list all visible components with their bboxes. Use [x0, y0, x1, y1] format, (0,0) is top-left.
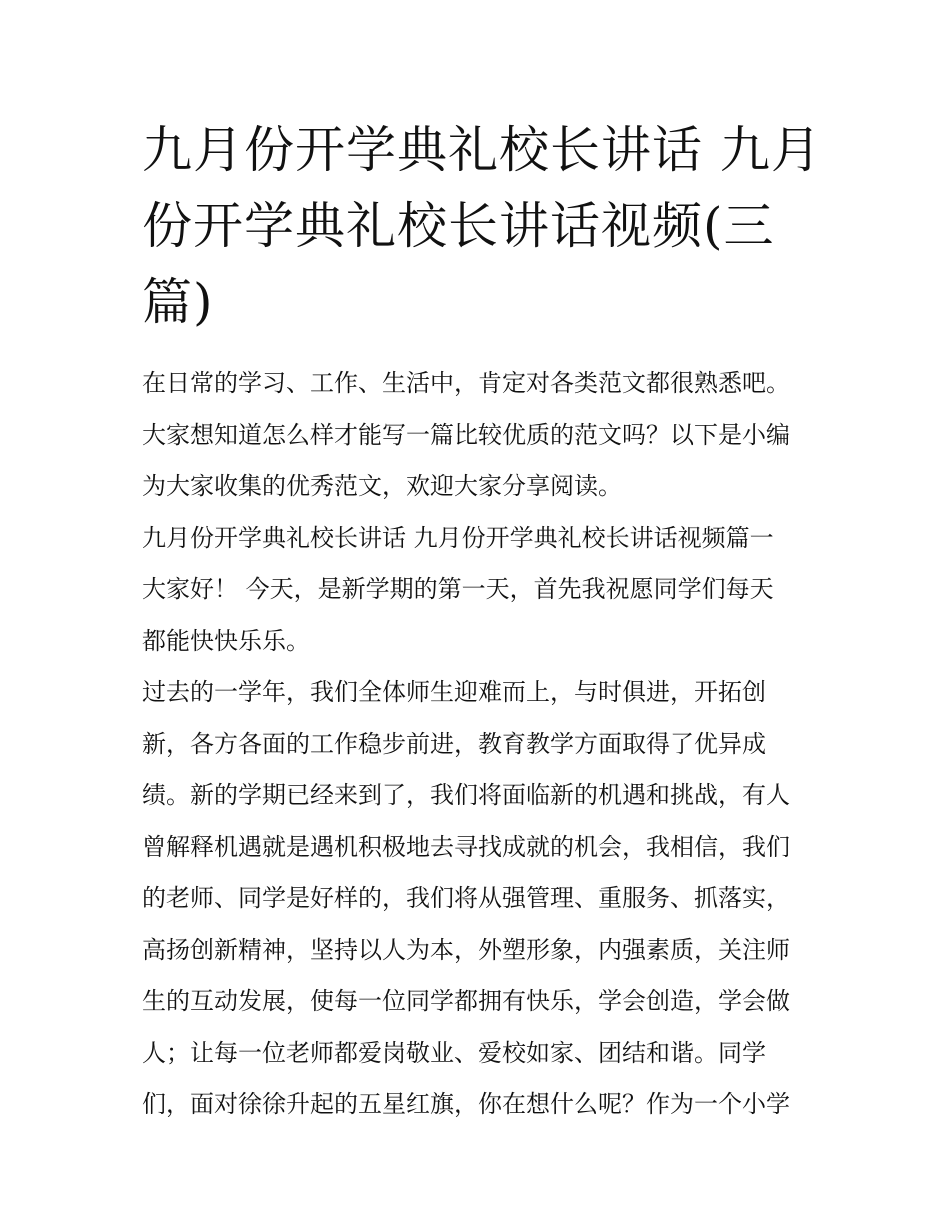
- text-line: 新，各方各面的工作稳步前进，教育教学方面取得了优异成: [142, 729, 766, 758]
- body-paragraph: [142, 667, 814, 1131]
- document-body: [142, 358, 814, 1131]
- title-line: 篇): [142, 273, 214, 331]
- text-line: 九月份开学典礼校长讲话 九月份开学典礼校长讲话视频篇一: [142, 523, 774, 552]
- text-line: 的老师、同学是好样的，我们将从强管理、重服务、抓落实，: [142, 884, 790, 912]
- text-line: 生的互动发展，使每一位同学都拥有快乐，学会创造，学会做: [142, 987, 790, 1015]
- text-line: 们，面对徐徐升起的五星红旗，你在想什么呢？作为一个小学: [142, 1090, 790, 1118]
- title-line: 九月份开学典礼校长讲话 九月: [142, 121, 822, 179]
- text-line: 为大家收集的优秀范文，欢迎大家分享阅读。: [142, 472, 622, 500]
- document-title: [142, 112, 822, 340]
- text-line: 大家好！ 今天，是新学期的第一天，首先我祝愿同学们每天: [142, 575, 774, 603]
- text-line: 在日常的学习、工作、生活中，肯定对各类范文都很熟悉吧。: [142, 369, 790, 397]
- text-line: 高扬创新精神，坚持以人为本，外塑形象，内强素质，关注师: [142, 935, 790, 964]
- intro-paragraph: [142, 358, 814, 513]
- text-line: 大家想知道怎么样才能写一篇比较优质的范文吗？以下是小编: [142, 420, 790, 449]
- text-line: 过去的一学年，我们全体师生迎难而上，与时俱进，开拓创: [142, 678, 766, 706]
- title-line: 份开学典礼校长讲话视频(三: [142, 197, 775, 255]
- text-line: 绩。新的学期已经来到了，我们将面临新的机遇和挑战，有人: [142, 781, 790, 809]
- greeting-paragraph: [142, 564, 814, 667]
- text-line: 人；让每一位老师都爱岗敬业、爱校如家、团结和谐。同学: [142, 1038, 766, 1067]
- text-line: 都能快快乐乐。: [142, 626, 310, 655]
- text-line: 曾解释机遇就是遇机积极地去寻找成就的机会，我相信，我们: [142, 832, 790, 861]
- section-heading-paragraph: [142, 513, 814, 565]
